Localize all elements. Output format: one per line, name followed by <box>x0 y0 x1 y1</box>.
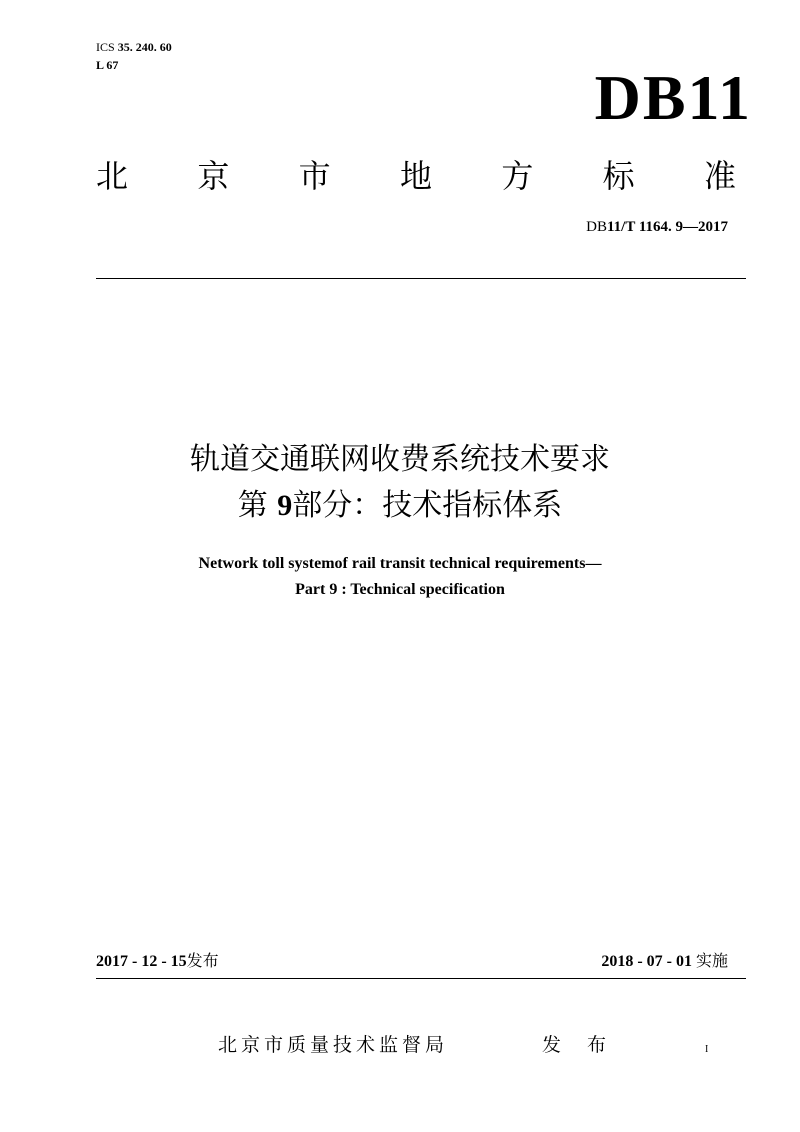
ics-number: 35. 240. 60 <box>117 40 172 54</box>
publish-word: 发 布 <box>542 1034 617 1056</box>
standard-number-value: 11/T 1164. 9—2017 <box>607 219 728 235</box>
publisher-name: 北京市质量技术监督局 <box>218 1034 449 1056</box>
ics-label: ICS <box>96 40 115 54</box>
implementation-date-label: 实施 <box>695 951 728 970</box>
standard-number <box>586 219 728 236</box>
title-cn-part-prefix: 第 <box>237 488 268 523</box>
standard-type-char: 标 <box>602 157 635 195</box>
issue-date <box>96 948 219 971</box>
title-cn-part-suffix: 部分：技术指标体系 <box>292 488 563 523</box>
implementation-date-value: 2018 - 07 - 01 <box>601 953 692 970</box>
issue-date-label: 发布 <box>186 951 219 970</box>
title-cn-part-number: 9 <box>277 489 293 522</box>
bottom-divider <box>96 978 746 979</box>
db-mark: DB11 <box>594 62 752 133</box>
page-number: I <box>705 1044 709 1055</box>
standard-type-char: 方 <box>501 157 534 195</box>
standard-type-char: 北 <box>96 157 129 195</box>
standard-type-char: 准 <box>703 157 736 195</box>
standard-type-char: 市 <box>298 157 331 195</box>
issue-date-value: 2017 - 12 - 15 <box>96 953 187 970</box>
ics-code <box>96 40 172 55</box>
title-en-line1: Network toll systemof rail transit technical requirements— <box>198 555 602 572</box>
standard-type-heading <box>96 156 736 196</box>
classification-code: L 67 <box>96 58 119 72</box>
implementation-date <box>601 948 728 971</box>
standard-number-prefix: DB <box>586 219 607 235</box>
top-divider <box>96 278 746 279</box>
title-cn-line2 <box>0 486 800 526</box>
standard-type-char: 地 <box>399 157 432 195</box>
title-cn-line1: 轨道交通联网收费系统技术要求 <box>190 442 610 477</box>
title-en-line2: Part 9 : Technical specification <box>295 581 505 598</box>
standard-type-char: 京 <box>197 157 230 195</box>
